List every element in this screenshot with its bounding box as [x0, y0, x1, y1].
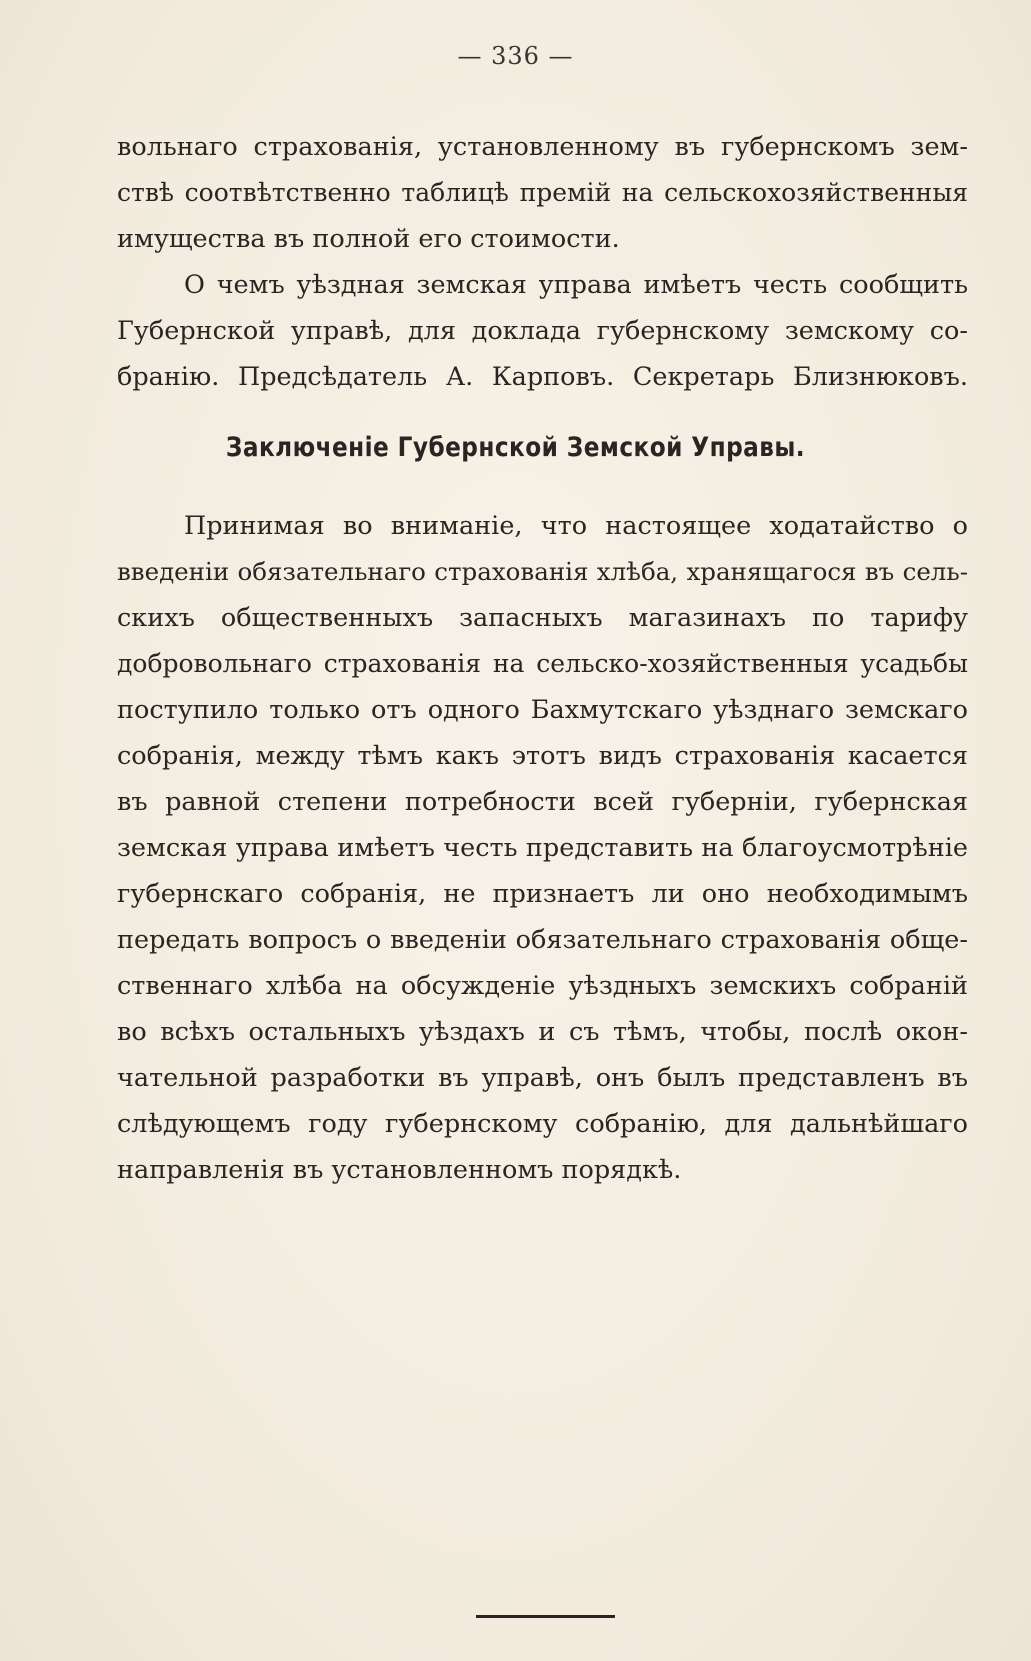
text-line: бранію. Предсѣдатель А. Карповъ. Секретарь Близнюковъ. — [117, 362, 968, 392]
text-line: губернскаго собранія, не признаетъ ли оно необходимымъ — [117, 879, 968, 909]
text-line: Принимая во вниманіе, что настоящее ходатайство о — [184, 511, 968, 541]
text-line: добровольнаго страхованія на сельско-хозяйственныя усадьбы — [117, 649, 968, 678]
text-line: поступило только отъ одного Бахмутскаго уѣзднаго земскаго — [117, 695, 968, 725]
text-line: ственнаго хлѣба на обсужденіе уѣздныхъ земскихъ собраній — [117, 971, 968, 1001]
text-line: введеніи обязательнаго страхованія хлѣба, хранящагося въ сель- — [117, 557, 968, 586]
text-line: имущества въ полной его стоимости. — [117, 224, 620, 254]
text-line: скихъ общественныхъ запасныхъ магазинахъ по тарифу — [117, 603, 968, 633]
end-rule — [476, 1615, 615, 1618]
text-line: земская управа имѣетъ честь представить на благоусмотрѣніе — [117, 833, 968, 863]
body-text-top — [117, 124, 968, 400]
text-line: ствѣ соотвѣтственно таблицѣ премій на сельскохозяйственныя — [117, 178, 968, 207]
text-line: слѣдующемъ году губернскому собранію, для дальнѣйшаго — [117, 1109, 968, 1139]
text-line: Губернской управѣ, для доклада губернскому земскому со- — [117, 316, 968, 346]
text-line: О чемъ уѣздная земская управа имѣетъ честь сообщить — [184, 270, 968, 300]
text-line: вольнаго страхованія, установленному въ губернскомъ зем- — [117, 132, 968, 162]
page-number: — 336 — — [457, 42, 574, 70]
text-line: въ равной степени потребности всей губерніи, губернская — [117, 787, 968, 817]
text-line: направленія въ установленномъ порядкѣ. — [117, 1155, 682, 1185]
text-line: чательной разработки въ управѣ, онъ былъ представленъ въ — [117, 1063, 968, 1093]
text-line: собранія, между тѣмъ какъ этотъ видъ страхованія касается — [117, 741, 968, 771]
section-heading: Заключеніе Губернской Земской Управы. — [225, 432, 806, 463]
text-line: во всѣхъ остальныхъ уѣздахъ и съ тѣмъ, чтобы, послѣ окон- — [117, 1017, 968, 1047]
text-line: передать вопросъ о введеніи обязательнаго страхованія обще- — [117, 925, 968, 955]
body-text-section — [117, 503, 968, 1193]
